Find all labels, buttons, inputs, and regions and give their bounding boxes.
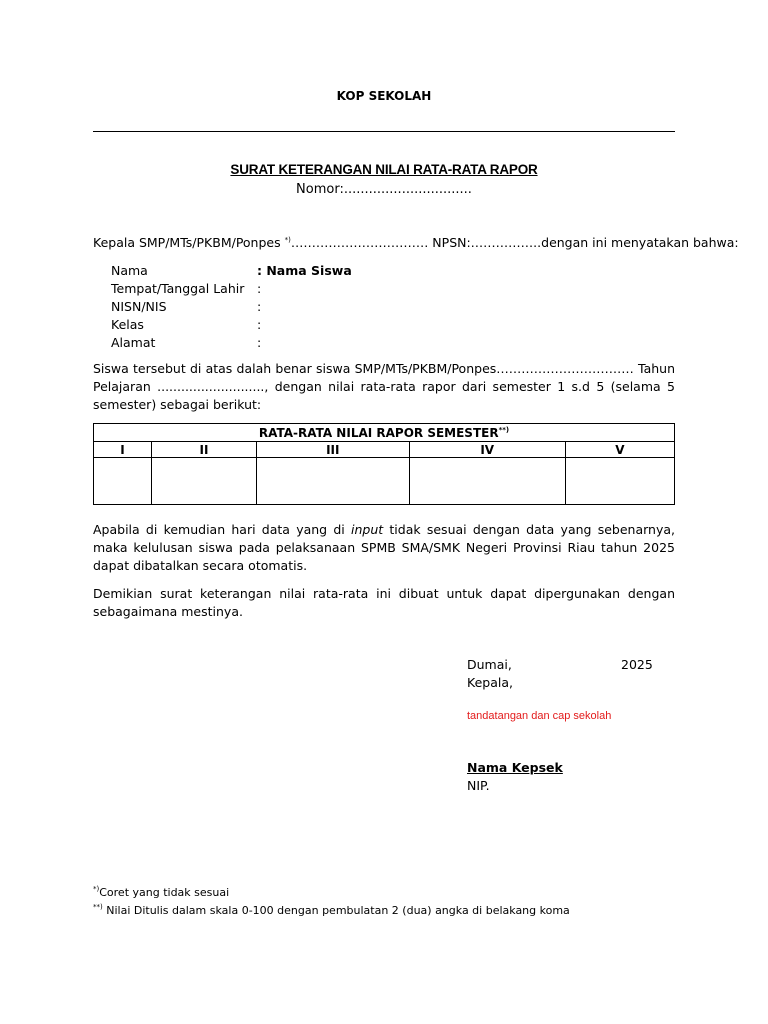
field-label: Tempat/Tanggal Lahir bbox=[111, 281, 245, 296]
signature-role: Kepala, bbox=[467, 675, 513, 690]
grade-cell-v bbox=[565, 458, 674, 505]
closing-paragraph: Demikian surat keterangan nilai rata-rata ini dibuat untuk dapat dipergunakan dengan sebagaimana mestinya. bbox=[93, 586, 675, 619]
field-value: : bbox=[257, 335, 262, 350]
semester-header-i: I bbox=[94, 442, 152, 458]
grade-cell-iii bbox=[257, 458, 410, 505]
footnote-2-mark: **) bbox=[93, 903, 103, 911]
signature-city: Dumai, bbox=[467, 657, 512, 672]
letterhead-placeholder: KOP SEKOLAH bbox=[336, 89, 432, 103]
field-row-kelas bbox=[111, 316, 352, 334]
field-value: : bbox=[257, 281, 262, 296]
principal-name: Nama Kepsek bbox=[467, 760, 563, 775]
field-row-nama bbox=[111, 262, 352, 280]
grade-cell-i bbox=[94, 458, 152, 505]
field-row-alamat bbox=[111, 334, 352, 352]
intro-statement bbox=[93, 235, 739, 250]
grade-table-title-text: RATA-RATA NILAI RAPOR SEMESTER bbox=[258, 425, 499, 440]
student-fields bbox=[111, 262, 352, 352]
footnote-1-mark: *) bbox=[93, 885, 100, 893]
signature-year: 2025 bbox=[621, 657, 653, 672]
cancellation-text-input: input bbox=[351, 522, 384, 537]
semester-header-iv: IV bbox=[409, 442, 565, 458]
cancellation-text-b: tidak sesuai dengan data yang sebenarnya, maka kelulusan siswa pada pelaksanaan SPMB SMA/SMK Negeri Provinsi Riau tahun 2025 dapat dibatalkan secara otomatis. bbox=[93, 522, 675, 573]
student-statement-paragraph: Siswa tersebut di atas dalah benar siswa SMP/MTs/PKBM/Ponpes…………………………… Tahun Pelajaran ..........................., dengan nilai rata-rata rapor dari semester 1 s.d 5 (selama 5 semester) sebagai berikut: bbox=[93, 361, 675, 412]
semester-header-ii: II bbox=[151, 442, 256, 458]
field-label: Nama bbox=[111, 263, 148, 278]
intro-footnote-mark: *) bbox=[284, 236, 291, 244]
field-row-nisn bbox=[111, 298, 352, 316]
footnote-2-text: Nilai Ditulis dalam skala 0-100 dengan pembulatan 2 (dua) angka di belakang koma bbox=[102, 904, 570, 917]
field-row-ttl bbox=[111, 280, 352, 298]
footnote-1 bbox=[93, 886, 229, 899]
semester-header-iii: III bbox=[257, 442, 410, 458]
field-label: Alamat bbox=[111, 335, 156, 350]
semester-header-v: V bbox=[565, 442, 674, 458]
cancellation-paragraph bbox=[93, 521, 675, 575]
footnote-1-text: Coret yang tidak sesuai bbox=[99, 886, 230, 899]
grade-cell-ii bbox=[151, 458, 256, 505]
intro-text-2: …………………………… NPSN:……………..dengan ini menyatakan bahwa: bbox=[290, 235, 739, 250]
document-title-text: SURAT KETERANGAN NILAI RATA-RATA RAPOR bbox=[230, 162, 538, 177]
cancellation-text-a: Apabila di kemudian hari data yang di bbox=[93, 522, 352, 537]
signature-stamp-note: tandatangan dan cap sekolah bbox=[467, 710, 612, 722]
field-value: : Nama Siswa bbox=[257, 263, 352, 278]
field-value: : bbox=[257, 317, 262, 332]
grade-table bbox=[93, 423, 675, 505]
header-divider bbox=[93, 131, 675, 132]
field-label: Kelas bbox=[111, 317, 144, 332]
document-title bbox=[0, 162, 768, 177]
grade-table-title bbox=[94, 424, 675, 442]
footnote-2 bbox=[93, 904, 570, 917]
field-label: NISN/NIS bbox=[111, 299, 167, 314]
principal-nip: NIP. bbox=[467, 778, 490, 793]
field-value: : bbox=[257, 299, 262, 314]
grade-cell-iv bbox=[409, 458, 565, 505]
intro-text-1: Kepala SMP/MTs/PKBM/Ponpes bbox=[93, 235, 285, 250]
document-number: Nomor:............................... bbox=[296, 182, 472, 197]
grade-table-footnote-mark: **) bbox=[498, 425, 510, 434]
